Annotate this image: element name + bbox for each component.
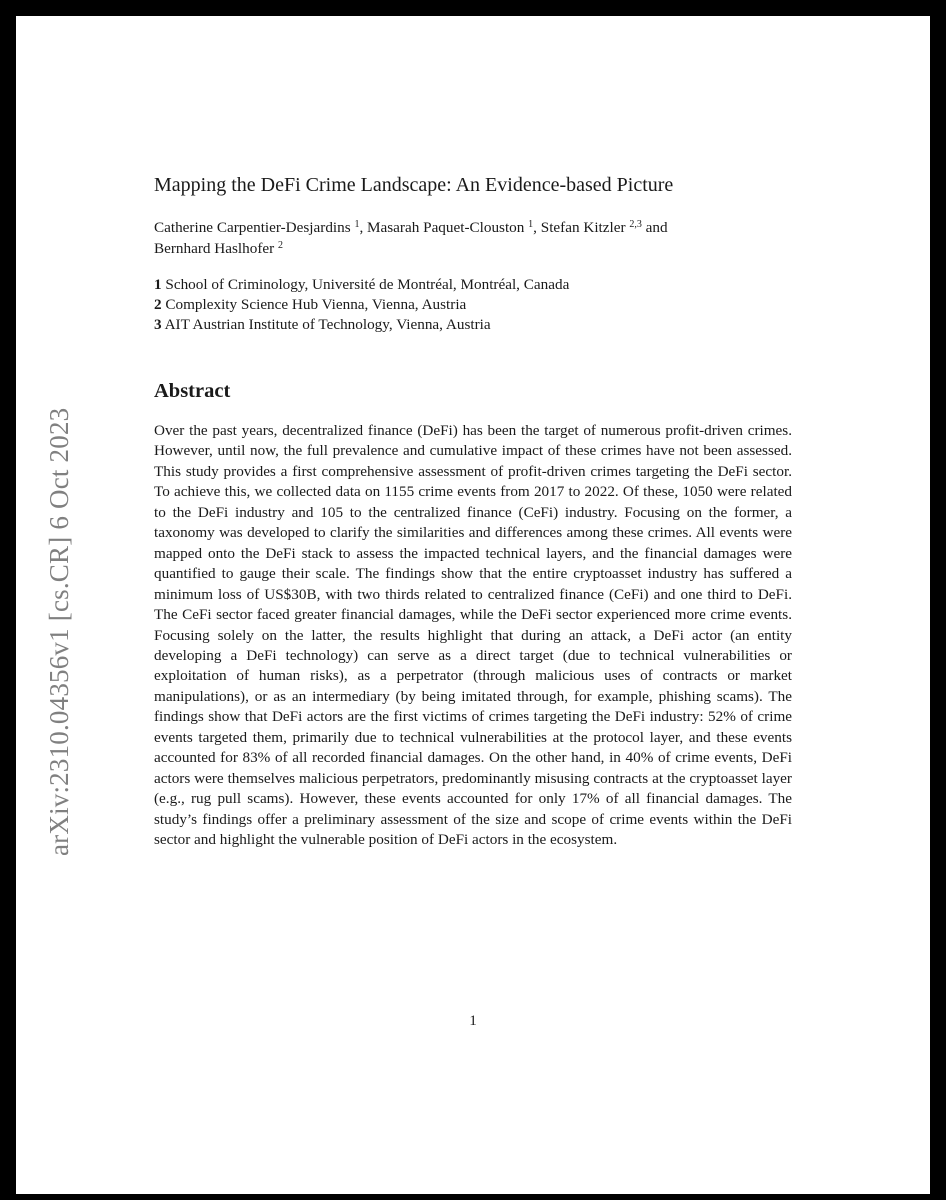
page-number: 1 [469,1012,477,1029]
author-separator: , [359,219,368,236]
abstract-heading: Abstract [154,380,231,402]
author-separator: , [533,219,541,236]
affiliation-text: AIT Austrian Institute of Technology, Vienna, Austria [164,316,491,333]
author-list [154,217,804,259]
author-name: Catherine Carpentier-Desjardins [154,219,351,236]
affiliation-item [154,315,569,335]
abstract-text: Over the past years, decentralized finance (DeFi) has been the target of numerous profit-driven crimes. However, until now, the full prevalence and cumulative impact of these crimes have not been assessed. This study provides a first comprehensive assessment of profit-driven crimes targeting the DeFi sector. To achieve this, we collected data on 1155 crime events from 2017 to 2022. Of these, 1050 were related to the DeFi industry and 105 to the centralized finance (CeFi) industry. Focusing on the former, a taxonomy was developed to clarify the similarities and differences among these crimes. All events were mapped onto the DeFi stack to assess the impacted technical layers, and the financial damages were quantified to gauge their scale. The findings show that the entire cryptoasset industry has suffered a minimum loss of US$30B, with two thirds related to centralized finance (CeFi) and one third to DeFi. The CeFi sector faced greater financial damages, while the DeFi sector experienced more crime events. Focusing solely on the latter, the results highlight that during an attack, a DeFi actor (an entity developing a DeFi technology) can serve as a direct target (due to technical vulnerabilities or exploitation of human risks), as a perpetrator (through malicious uses of contracts or market manipulations), or as an intermediary (by being imitated through, for example, phishing scams). The findings show that DeFi actors are the first victims of crimes targeting the DeFi industry: 52% of crime events targeted them, primarily due to technical vulnerabilities at the protocol layer, and these events accounted for 83% of all recorded financial damages. On the other hand, in 40% of crime events, DeFi actors were themselves malicious perpetrators, predominantly misusing contracts at the cryptoasset layer (e.g., rug pull scams). However, these events accounted for only 17% of all financial damages. The study’s findings offer a preliminary assessment of the size and scope of crime events within the DeFi sector and highlight the vulnerable position of DeFi actors in the ecosystem. [154,422,792,849]
author-affiliation-marker: 1 [528,219,534,230]
author-affiliation-marker: 2,3 [629,219,642,230]
affiliation-text: School of Criminology, Université de Montréal, Montréal, Canada [165,276,570,293]
affiliation-number: 2 [154,296,162,313]
affiliation-text: Complexity Science Hub Vienna, Vienna, Austria [165,296,467,313]
arxiv-identifier: arXiv:2310.04356v1 [cs.CR] 6 Oct 2023 [44,407,74,856]
affiliation-number: 3 [154,316,162,333]
author-separator: and [641,219,672,236]
affiliation-item [154,295,569,315]
author-name: Bernhard Haslhofer [154,240,275,257]
paper-title: Mapping the DeFi Crime Landscape: An Evidence-based Picture [154,174,674,196]
affiliation-list [154,275,569,335]
author-affiliation-marker: 1 [354,219,360,230]
paper-page [16,16,930,1194]
author-affiliation-marker: 2 [277,240,283,251]
affiliation-item [154,275,569,295]
affiliation-number: 1 [154,276,162,293]
author-name: Stefan Kitzler [540,219,626,236]
author-name: Masarah Paquet-Clouston [367,219,525,236]
